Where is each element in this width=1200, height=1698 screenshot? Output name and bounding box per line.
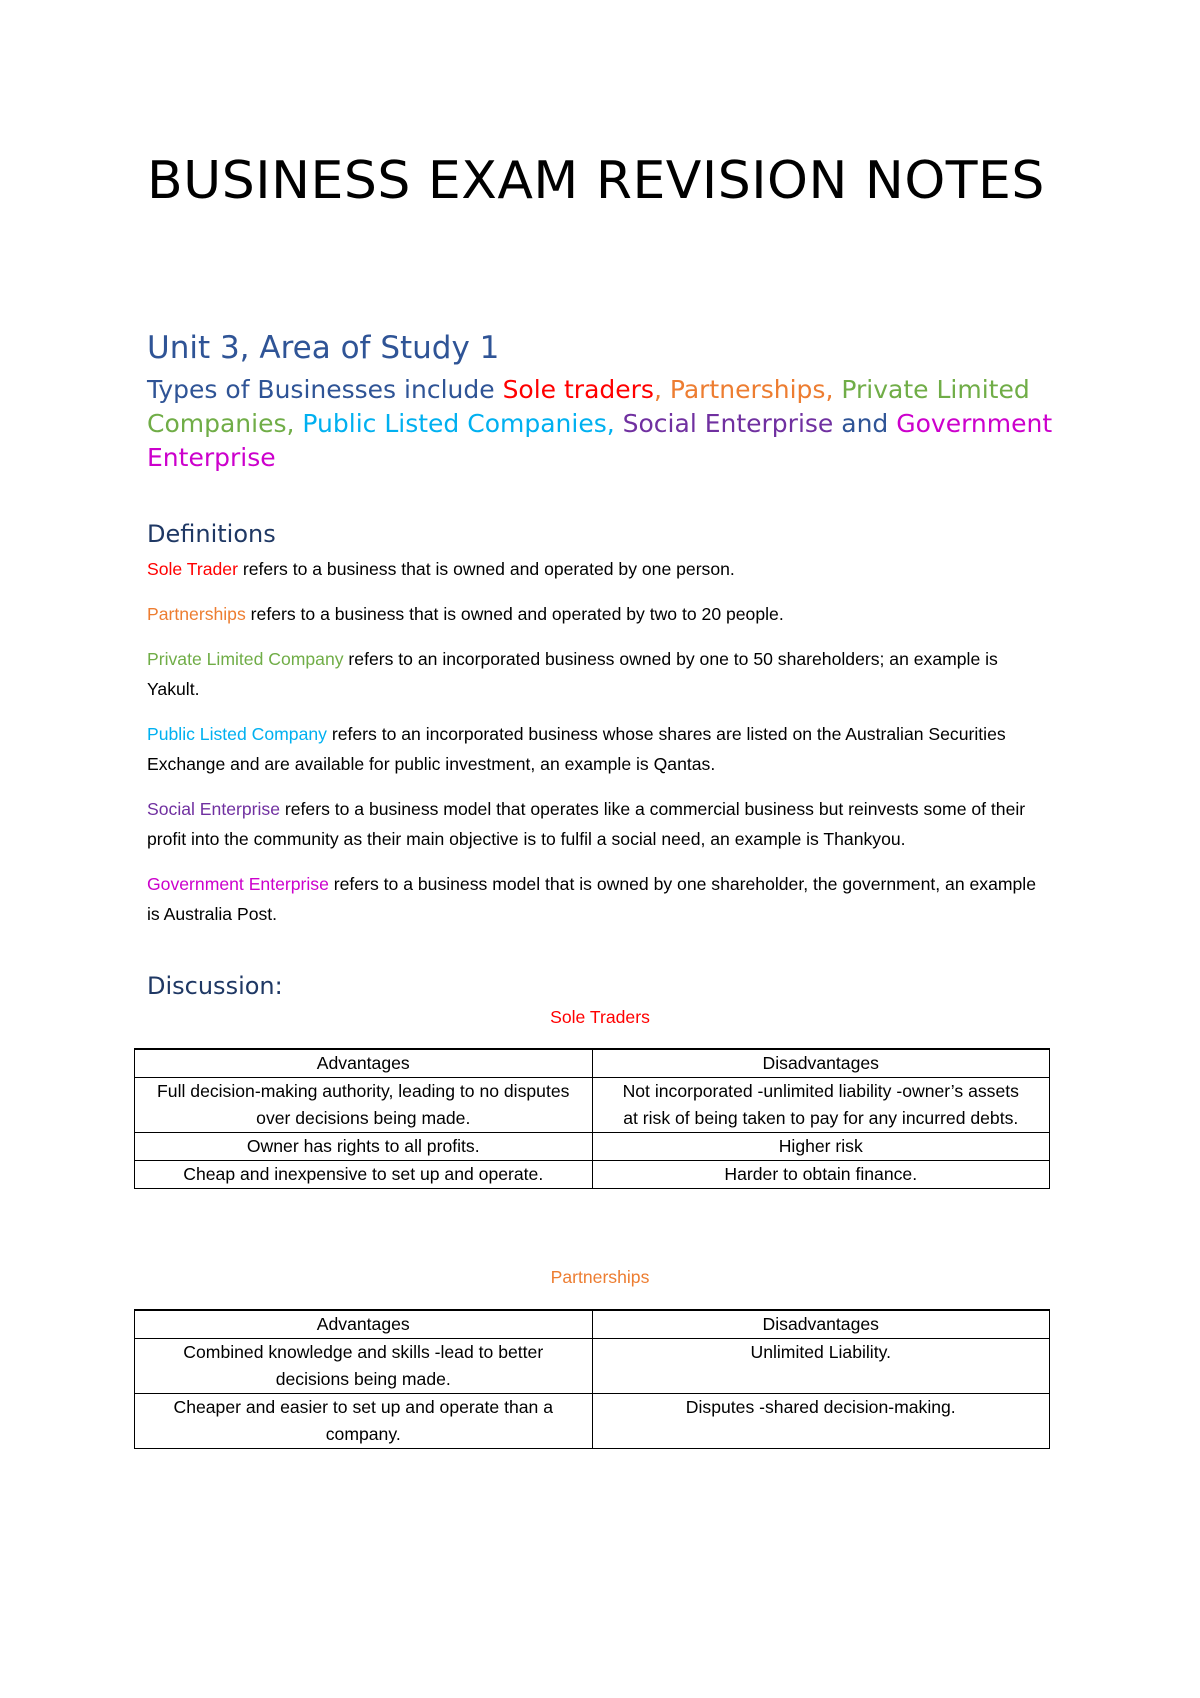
table-header-cell: Advantages [135, 1049, 593, 1078]
types-separator: , [825, 375, 842, 404]
definition-term: Social Enterprise [147, 799, 280, 819]
definition-term: Sole Trader [147, 559, 238, 579]
types-sole-traders: Sole traders [502, 375, 654, 404]
unit-heading: Unit 3, Area of Study 1 [147, 330, 500, 366]
definition-public-listed-company [147, 719, 1052, 779]
definition-term: Partnerships [147, 604, 246, 624]
table-header-cell: Disadvantages [592, 1310, 1050, 1339]
table-row [135, 1161, 1050, 1189]
partnerships-table [134, 1309, 1050, 1449]
table-header-cell: Disadvantages [592, 1049, 1050, 1078]
partnerships-caption: Partnerships [550, 1267, 650, 1287]
definitions-list [147, 554, 1052, 944]
types-private-limited: Private Limited Companies [147, 375, 1030, 438]
definition-text: refers to a business model that operates like a commercial business but reinvests some of their profit into the community as their main objective is to fulfil a social need, an example is Thankyou. [147, 799, 1026, 849]
document-title: BUSINESS EXAM REVISION NOTES [147, 151, 1045, 211]
discussion-heading: Discussion: [147, 972, 283, 1000]
types-separator: , [606, 409, 623, 438]
definition-sole-trader [147, 554, 1052, 584]
types-and: and [833, 409, 897, 438]
table-row [135, 1078, 1050, 1133]
table-cell: Higher risk [592, 1133, 1050, 1161]
types-separator: , [653, 375, 670, 404]
definition-government-enterprise [147, 869, 1052, 929]
table-row [135, 1133, 1050, 1161]
definition-text: refers to a business that is owned and operated by two to 20 people. [245, 604, 784, 624]
business-types-intro [147, 373, 1077, 475]
definition-text: refers to a business model that is owned by one shareholder, the government, an example is Australia Post. [147, 874, 1036, 924]
definition-term: Government Enterprise [147, 874, 329, 894]
types-separator: , [286, 409, 303, 438]
table-cell: Owner has rights to all profits. [135, 1133, 593, 1161]
table-cell: Combined knowledge and skills -lead to better decisions being made. [135, 1339, 593, 1394]
types-intro-text: Types of Businesses include [147, 375, 503, 404]
types-public-listed: Public Listed Companies [302, 409, 607, 438]
definition-social-enterprise [147, 794, 1052, 854]
table-row [135, 1394, 1050, 1449]
table-cell: Unlimited Liability. [592, 1339, 1050, 1394]
types-government-enterprise: Government Enterprise [147, 409, 1053, 472]
table-header-row [135, 1049, 1050, 1078]
table-header-row [135, 1310, 1050, 1339]
definitions-heading: Definitions [147, 520, 276, 548]
table-cell: Cheaper and easier to set up and operate than a company. [135, 1394, 593, 1449]
table-cell: Not incorporated -unlimited liability -owner’s assets at risk of being taken to pay for any incurred debts. [592, 1078, 1050, 1133]
definition-term: Private Limited Company [147, 649, 344, 669]
types-social-enterprise: Social Enterprise [622, 409, 834, 438]
definition-text: refers to a business that is owned and operated by one person. [237, 559, 735, 579]
table-cell: Harder to obtain finance. [592, 1161, 1050, 1189]
table-cell: Disputes -shared decision-making. [592, 1394, 1050, 1449]
table-cell: Cheap and inexpensive to set up and operate. [135, 1161, 593, 1189]
definition-term: Public Listed Company [147, 724, 327, 744]
definition-partnerships [147, 599, 1052, 629]
definition-text: refers to an incorporated business whose shares are listed on the Australian Securities Exchange and are available for public investment, an example is Qantas. [147, 724, 1006, 774]
sole-traders-caption: Sole Traders [550, 1007, 650, 1027]
table-row [135, 1339, 1050, 1394]
definition-text: refers to an incorporated business owned by one to 50 shareholders; an example is Yakult. [147, 649, 998, 699]
sole-traders-table [134, 1048, 1050, 1189]
types-partnerships: Partnerships [669, 375, 826, 404]
table-header-cell: Advantages [135, 1310, 593, 1339]
definition-private-limited-company [147, 644, 1052, 704]
table-cell: Full decision-making authority, leading to no disputes over decisions being made. [135, 1078, 593, 1133]
